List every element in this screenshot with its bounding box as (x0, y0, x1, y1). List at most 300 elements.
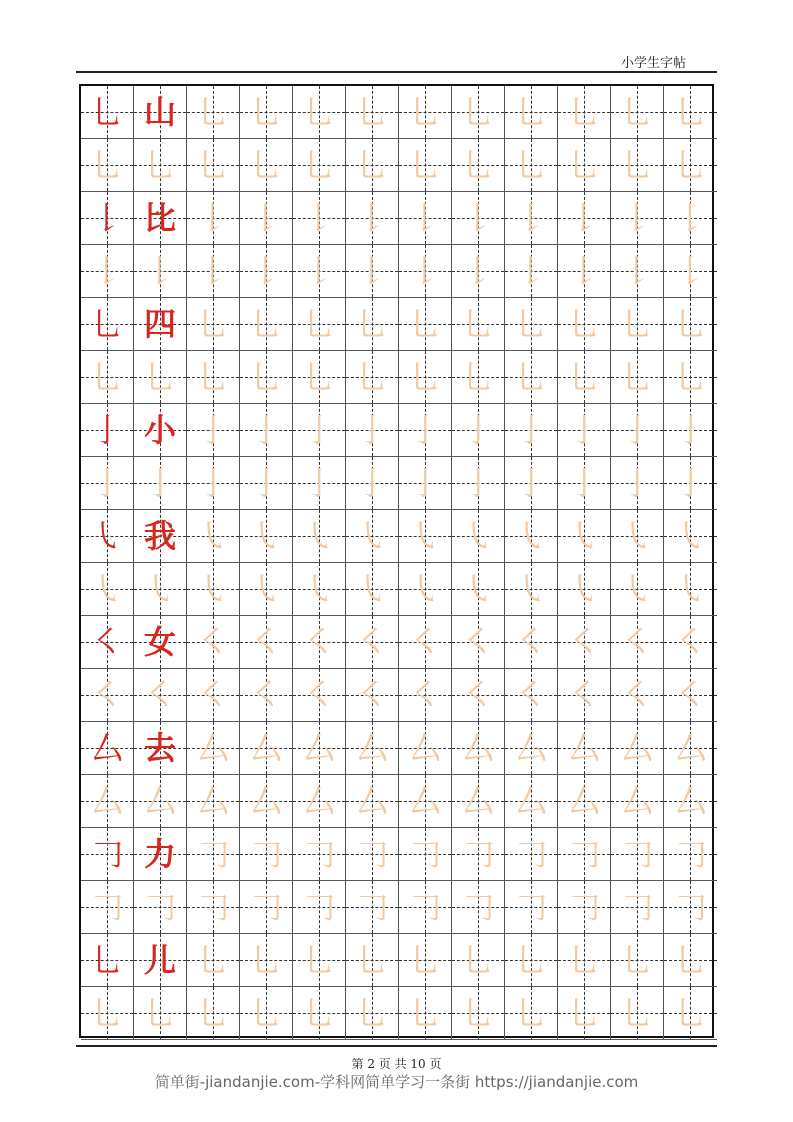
stroke-trace: 乚 (620, 146, 653, 184)
practice-cell (240, 192, 293, 245)
practice-cell (81, 563, 134, 616)
stroke-trace: 乚 (249, 146, 282, 184)
stroke-trace: 𠃌 (249, 888, 282, 926)
practice-cell (399, 881, 452, 934)
practice-cell (134, 775, 187, 828)
practice-row (81, 934, 712, 987)
stroke-trace: 乚 (567, 146, 600, 184)
practice-cell (187, 828, 240, 881)
stroke-trace: 厶 (567, 729, 600, 767)
practice-cell (346, 881, 399, 934)
stroke-trace: 乚 (302, 358, 335, 396)
stroke-trace: 乚 (90, 358, 123, 396)
practice-cell (134, 563, 187, 616)
practice-cell (664, 616, 717, 669)
practice-cell (187, 86, 240, 139)
practice-cell (399, 934, 452, 987)
practice-cell (558, 139, 611, 192)
stroke-trace: 乚 (249, 305, 282, 343)
practice-cell (187, 510, 240, 563)
practice-row (81, 245, 712, 298)
practice-cell (346, 457, 399, 510)
practice-cell (611, 828, 664, 881)
stroke-trace: 乚 (567, 93, 600, 131)
stroke-trace: 𠃌 (514, 835, 547, 873)
stroke-trace: 乚 (514, 941, 547, 979)
stroke-trace: 亅 (461, 464, 494, 502)
practice-cell (399, 298, 452, 351)
stroke-trace: 乚 (408, 93, 441, 131)
stroke-trace: 厶 (302, 782, 335, 820)
practice-cell (505, 245, 558, 298)
stroke-trace: 乚 (514, 93, 547, 131)
practice-cell (81, 298, 134, 351)
stroke-trace: 𠄌 (355, 199, 388, 237)
practice-cell (664, 987, 717, 1040)
practice-row (81, 987, 712, 1040)
practice-cell (240, 86, 293, 139)
stroke-trace: 乚 (461, 305, 494, 343)
stroke-trace: 乚 (620, 358, 653, 396)
stroke-trace: 乚 (355, 941, 388, 979)
stroke-trace: 𠄌 (408, 199, 441, 237)
practice-row (81, 139, 712, 192)
stroke-model: 厶 (90, 729, 123, 767)
practice-cell (240, 245, 293, 298)
practice-cell (611, 192, 664, 245)
stroke-trace: 𠄌 (143, 252, 176, 290)
practice-cell (452, 934, 505, 987)
stroke-trace: 亅 (514, 411, 547, 449)
stroke-trace: 厶 (674, 782, 707, 820)
practice-cell (611, 669, 664, 722)
stroke-trace: 亅 (90, 464, 123, 502)
practice-cell (346, 351, 399, 404)
practice-cell (452, 616, 505, 669)
practice-cell (558, 457, 611, 510)
stroke-trace: 乚 (461, 358, 494, 396)
stroke-trace: 乚 (302, 941, 335, 979)
practice-cell (558, 298, 611, 351)
practice-cell (505, 351, 558, 404)
practice-cell (558, 86, 611, 139)
practice-cell (346, 192, 399, 245)
practice-cell (505, 510, 558, 563)
stroke-model: 𠃌 (90, 835, 123, 873)
stroke-trace: 厶 (514, 729, 547, 767)
stroke-trace: 亅 (355, 411, 388, 449)
stroke-trace: ㇂ (302, 517, 335, 555)
stroke-trace: 亅 (249, 464, 282, 502)
practice-cell (505, 298, 558, 351)
stroke-trace: 乚 (196, 358, 229, 396)
practice-cell (558, 510, 611, 563)
practice-cell (558, 245, 611, 298)
stroke-trace: 亅 (408, 464, 441, 502)
practice-row (81, 510, 712, 563)
practice-cell (81, 457, 134, 510)
stroke-trace: ㇂ (355, 570, 388, 608)
stroke-trace: 乚 (408, 146, 441, 184)
stroke-trace: 乚 (408, 358, 441, 396)
stroke-model: 乚 (90, 941, 123, 979)
stroke-trace: 𠄌 (196, 199, 229, 237)
practice-row (81, 828, 712, 881)
practice-cell (187, 775, 240, 828)
practice-cell (664, 510, 717, 563)
stroke-trace: 厶 (567, 782, 600, 820)
practice-cell (81, 404, 134, 457)
practice-cell (187, 669, 240, 722)
practice-cell (240, 510, 293, 563)
stroke-model: 乚 (90, 305, 123, 343)
practice-cell (399, 828, 452, 881)
practice-row (81, 298, 712, 351)
practice-row (81, 192, 712, 245)
practice-cell (558, 563, 611, 616)
stroke-trace: 厶 (620, 782, 653, 820)
practice-cell (399, 192, 452, 245)
stroke-trace: 𠄌 (408, 252, 441, 290)
stroke-trace: 乚 (302, 146, 335, 184)
practice-cell (558, 669, 611, 722)
stroke-trace: 乚 (461, 994, 494, 1032)
stroke-trace: 乚 (674, 305, 707, 343)
stroke-trace: 𠃌 (302, 888, 335, 926)
practice-cell (346, 616, 399, 669)
practice-cell (187, 139, 240, 192)
stroke-trace: 乚 (355, 93, 388, 131)
stroke-trace: 乚 (514, 146, 547, 184)
practice-cell (293, 669, 346, 722)
stroke-trace: 乚 (302, 994, 335, 1032)
stroke-trace: ㇂ (514, 517, 547, 555)
practice-cell (346, 775, 399, 828)
stroke-trace: 𠄌 (302, 199, 335, 237)
example-character: 山 (143, 93, 176, 131)
practice-cell (81, 722, 134, 775)
practice-cell (452, 192, 505, 245)
practice-cell (293, 351, 346, 404)
practice-cell (81, 828, 134, 881)
practice-cell (558, 192, 611, 245)
practice-cell (452, 351, 505, 404)
example-character: 我 (143, 517, 176, 555)
stroke-model: ㇂ (90, 517, 123, 555)
stroke-trace: ㇂ (514, 570, 547, 608)
practice-cell (611, 934, 664, 987)
practice-cell (187, 934, 240, 987)
practice-cell (81, 510, 134, 563)
stroke-trace: 亅 (567, 411, 600, 449)
practice-cell (134, 722, 187, 775)
stroke-trace: ㇂ (249, 570, 282, 608)
practice-cell (505, 404, 558, 457)
practice-cell (240, 298, 293, 351)
stroke-trace: ㇂ (461, 517, 494, 555)
stroke-trace: 乚 (196, 941, 229, 979)
stroke-trace: ㇂ (567, 517, 600, 555)
practice-cell (505, 192, 558, 245)
stroke-trace: ㇂ (302, 570, 335, 608)
stroke-trace: ㇛ (514, 676, 547, 714)
stroke-trace: 乚 (461, 146, 494, 184)
practice-cell (452, 828, 505, 881)
practice-cell (664, 404, 717, 457)
stroke-trace: 乚 (620, 941, 653, 979)
practice-cell (452, 510, 505, 563)
stroke-trace: 乚 (143, 358, 176, 396)
practice-cell (346, 563, 399, 616)
stroke-trace: 厶 (196, 782, 229, 820)
stroke-trace: ㇛ (674, 676, 707, 714)
stroke-trace: 𠄌 (461, 252, 494, 290)
stroke-trace: 乚 (143, 994, 176, 1032)
practice-cell (611, 298, 664, 351)
stroke-trace: 乚 (143, 146, 176, 184)
practice-cell (240, 828, 293, 881)
stroke-trace: ㇛ (408, 676, 441, 714)
practice-cell (187, 457, 240, 510)
stroke-trace: 乚 (567, 941, 600, 979)
stroke-trace: ㇂ (567, 570, 600, 608)
practice-cell (240, 457, 293, 510)
footer-rule (76, 1045, 717, 1047)
practice-cell (664, 934, 717, 987)
stroke-model: 乚 (90, 93, 123, 131)
practice-cell (664, 457, 717, 510)
practice-cell (505, 934, 558, 987)
stroke-trace: 𠃌 (196, 835, 229, 873)
practice-cell (399, 457, 452, 510)
stroke-trace: ㇛ (302, 676, 335, 714)
practice-cell (293, 510, 346, 563)
practice-cell (81, 351, 134, 404)
stroke-trace: 𠃌 (514, 888, 547, 926)
practice-cell (452, 457, 505, 510)
stroke-trace: 乚 (196, 146, 229, 184)
stroke-trace: ㇛ (567, 676, 600, 714)
stroke-trace: 乚 (408, 941, 441, 979)
practice-cell (611, 775, 664, 828)
practice-cell (664, 298, 717, 351)
practice-cell (505, 616, 558, 669)
practice-cell (664, 775, 717, 828)
stroke-model: 𠄌 (90, 199, 123, 237)
stroke-trace: 厶 (514, 782, 547, 820)
stroke-trace: 厶 (196, 729, 229, 767)
practice-cell (187, 722, 240, 775)
stroke-trace: 𠃌 (461, 835, 494, 873)
stroke-trace: ㇛ (620, 676, 653, 714)
stroke-trace: ㇛ (461, 623, 494, 661)
stroke-trace: 𠄌 (674, 199, 707, 237)
practice-cell (452, 881, 505, 934)
practice-cell (664, 722, 717, 775)
stroke-trace: 乚 (674, 941, 707, 979)
practice-cell (134, 298, 187, 351)
stroke-trace: 𠃌 (620, 888, 653, 926)
practice-cell (664, 192, 717, 245)
stroke-trace: 𠃌 (143, 888, 176, 926)
practice-cell (611, 457, 664, 510)
stroke-trace: 乚 (620, 93, 653, 131)
practice-row (81, 881, 712, 934)
stroke-trace: 乚 (620, 994, 653, 1032)
stroke-trace: 𠃌 (408, 835, 441, 873)
stroke-trace: 𠃌 (674, 888, 707, 926)
practice-cell (240, 934, 293, 987)
practice-cell (187, 881, 240, 934)
stroke-trace: 𠃌 (567, 835, 600, 873)
practice-cell (452, 86, 505, 139)
stroke-trace: ㇂ (620, 517, 653, 555)
stroke-trace: ㇂ (674, 517, 707, 555)
practice-cell (664, 351, 717, 404)
practice-cell (664, 881, 717, 934)
practice-cell (293, 563, 346, 616)
stroke-trace: 亅 (674, 464, 707, 502)
stroke-trace: 乚 (514, 994, 547, 1032)
practice-row (81, 775, 712, 828)
header-rule (76, 71, 717, 73)
stroke-trace: 亅 (355, 464, 388, 502)
practice-cell (505, 457, 558, 510)
practice-cell (81, 669, 134, 722)
stroke-trace: 乚 (461, 93, 494, 131)
example-character: 去 (143, 729, 176, 767)
practice-cell (558, 881, 611, 934)
stroke-trace: 厶 (249, 729, 282, 767)
practice-cell (81, 245, 134, 298)
stroke-trace: 𠃌 (90, 888, 123, 926)
stroke-trace: 𠄌 (302, 252, 335, 290)
practice-cell (346, 404, 399, 457)
stroke-trace: 𠄌 (514, 199, 547, 237)
practice-cell (81, 881, 134, 934)
example-character: 比 (143, 199, 176, 237)
stroke-trace: 厶 (461, 782, 494, 820)
practice-cell (346, 245, 399, 298)
stroke-trace: 厶 (249, 782, 282, 820)
stroke-trace: ㇛ (408, 623, 441, 661)
practice-cell (134, 669, 187, 722)
practice-cell (611, 987, 664, 1040)
practice-cell (134, 987, 187, 1040)
practice-grid (79, 84, 714, 1038)
practice-cell (346, 86, 399, 139)
practice-row (81, 722, 712, 775)
stroke-trace: 𠃌 (196, 888, 229, 926)
practice-cell (187, 192, 240, 245)
practice-cell (240, 881, 293, 934)
practice-cell (505, 669, 558, 722)
practice-cell (81, 934, 134, 987)
practice-cell (293, 775, 346, 828)
practice-cell (346, 510, 399, 563)
practice-cell (293, 86, 346, 139)
page-number: 第 2 页 共 10 页 (351, 1057, 442, 1071)
stroke-trace: 𠃌 (408, 888, 441, 926)
stroke-trace: ㇛ (514, 623, 547, 661)
practice-cell (346, 934, 399, 987)
stroke-trace: 亅 (461, 411, 494, 449)
stroke-trace: ㇂ (355, 517, 388, 555)
page-header-title: 小学生字帖 (620, 56, 686, 71)
practice-cell (240, 404, 293, 457)
practice-cell (346, 722, 399, 775)
practice-cell (452, 245, 505, 298)
practice-cell (611, 245, 664, 298)
example-character: 小 (143, 411, 176, 449)
stroke-trace: 亅 (620, 411, 653, 449)
stroke-trace: 厶 (620, 729, 653, 767)
practice-cell (558, 828, 611, 881)
practice-cell (187, 563, 240, 616)
practice-cell (293, 934, 346, 987)
stroke-trace: 乚 (567, 358, 600, 396)
stroke-trace: 乚 (355, 305, 388, 343)
practice-row (81, 616, 712, 669)
practice-cell (505, 881, 558, 934)
practice-cell (399, 722, 452, 775)
stroke-trace: 𠄌 (620, 199, 653, 237)
practice-cell (346, 987, 399, 1040)
stroke-trace: 𠃌 (567, 888, 600, 926)
stroke-trace: ㇛ (620, 623, 653, 661)
stroke-trace: ㇛ (302, 623, 335, 661)
stroke-trace: 𠄌 (514, 252, 547, 290)
practice-cell (399, 616, 452, 669)
stroke-trace: 乚 (249, 994, 282, 1032)
stroke-trace: 亅 (567, 464, 600, 502)
stroke-trace: 乚 (674, 93, 707, 131)
practice-cell (611, 404, 664, 457)
stroke-trace: 厶 (90, 782, 123, 820)
practice-cell (452, 404, 505, 457)
stroke-trace: 亅 (196, 464, 229, 502)
practice-cell (664, 828, 717, 881)
stroke-trace: ㇛ (355, 623, 388, 661)
example-character: 儿 (143, 941, 176, 979)
practice-cell (134, 616, 187, 669)
practice-cell (505, 987, 558, 1040)
practice-cell (558, 351, 611, 404)
practice-cell (293, 298, 346, 351)
practice-cell (399, 86, 452, 139)
stroke-trace: 𠃌 (249, 835, 282, 873)
practice-cell (240, 139, 293, 192)
practice-cell (505, 775, 558, 828)
practice-cell (134, 457, 187, 510)
stroke-trace: 亅 (302, 411, 335, 449)
stroke-trace: 乚 (249, 358, 282, 396)
stroke-trace: 乚 (620, 305, 653, 343)
practice-cell (187, 351, 240, 404)
stroke-trace: 乚 (567, 994, 600, 1032)
practice-cell (558, 616, 611, 669)
practice-cell (293, 245, 346, 298)
practice-cell (452, 775, 505, 828)
practice-cell (558, 934, 611, 987)
stroke-trace: 乚 (674, 358, 707, 396)
practice-cell (240, 987, 293, 1040)
stroke-trace: ㇂ (408, 517, 441, 555)
practice-cell (81, 139, 134, 192)
practice-cell (611, 722, 664, 775)
stroke-trace: 𠄌 (674, 252, 707, 290)
practice-cell (611, 86, 664, 139)
